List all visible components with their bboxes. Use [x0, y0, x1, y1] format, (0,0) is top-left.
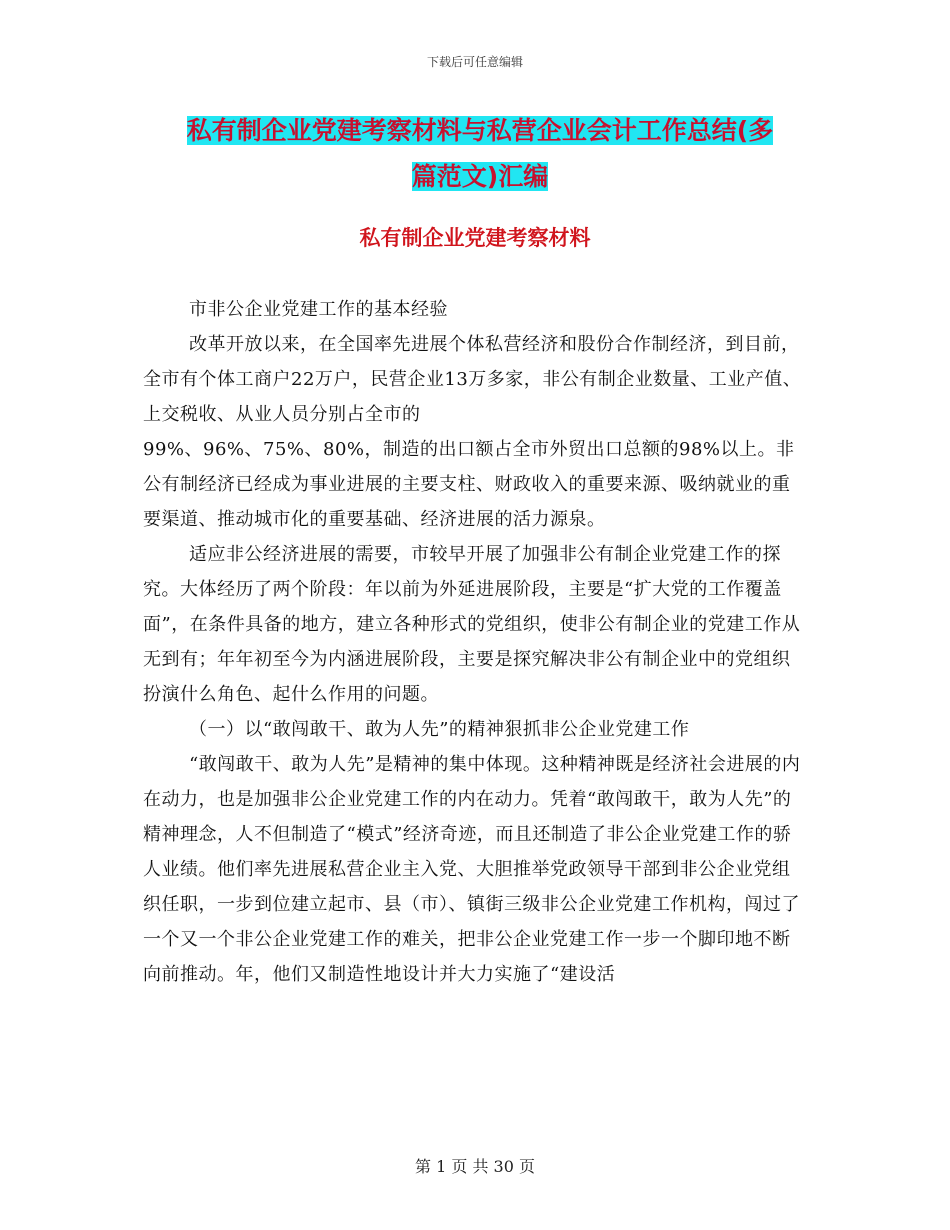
document-title-line-2: 篇范文)汇编: [411, 162, 549, 191]
paragraph: 99%、96%、75%、80%，制造的出口额占全市外贸出口总额的98%以上。非公有制经济已经成为事业进展的主要支柱、财政收入的重要来源、吸纳就业的重要渠道、推动城市化的重要基础、经济进展的活力源泉。: [143, 439, 795, 530]
page-header-note: 下载后可任意编辑: [426, 55, 523, 69]
section-title: 私有制企业党建考察材料: [359, 226, 591, 250]
page-footer: 第 1 页 共 30 页: [415, 1157, 535, 1176]
paragraph: “敢闯敢干、敢为人先”是精神的集中体现。这种精神既是经济社会进展的内在动力，也是加强非公企业党建工作的内在动力。凭着“敢闯敢干，敢为人先”的精神理念，人不但制造了“模式”经济奇迹，而且还制造了非公企业党建工作的骄人业绩。他们率先进展私营企业主入党、大胆推举党政领导干部到非公企业党组织任职，一步到位建立起市、县（市）、镇街三级非公企业党建工作机构，闯过了一个又一个非公企业党建工作的难关，把非公企业党建工作一步一个脚印地不断向前推动。年，他们又制造性地设计并大力实施了“建设活: [143, 754, 801, 985]
paragraph: 适应非公经济进展的需要，市较早开展了加强非公有制企业党建工作的探究。大体经历了两个阶段：年以前为外延进展阶段，主要是“扩大党的工作覆盖面”，在条件具备的地方，建立各种形式的党组织，使非公有制企业的党建工作从无到有；年年初至今为内涵进展阶段，主要是探究解决非公有制企业中的党组织扮演什么角色、起什么作用的问题。: [143, 544, 801, 705]
paragraph: 改革开放以来，在全国率先进展个体私营经济和股份合作制经济，到目前，全市有个体工商户22万户，民营企业13万多家，非公有制企业数量、工业产值、上交税收、从业人员分别占全市的: [143, 334, 802, 425]
document-title: [145, 108, 815, 200]
paragraph-subheading: 市非公企业党建工作的基本经验: [189, 299, 448, 320]
paragraph-subheading: （一）以“敢闯敢干、敢为人先”的精神狠抓非公企业党建工作: [189, 719, 690, 740]
body-text: [143, 292, 807, 992]
document-title-line-1: 私有制企业党建考察材料与私营企业会计工作总结(多: [186, 116, 774, 145]
